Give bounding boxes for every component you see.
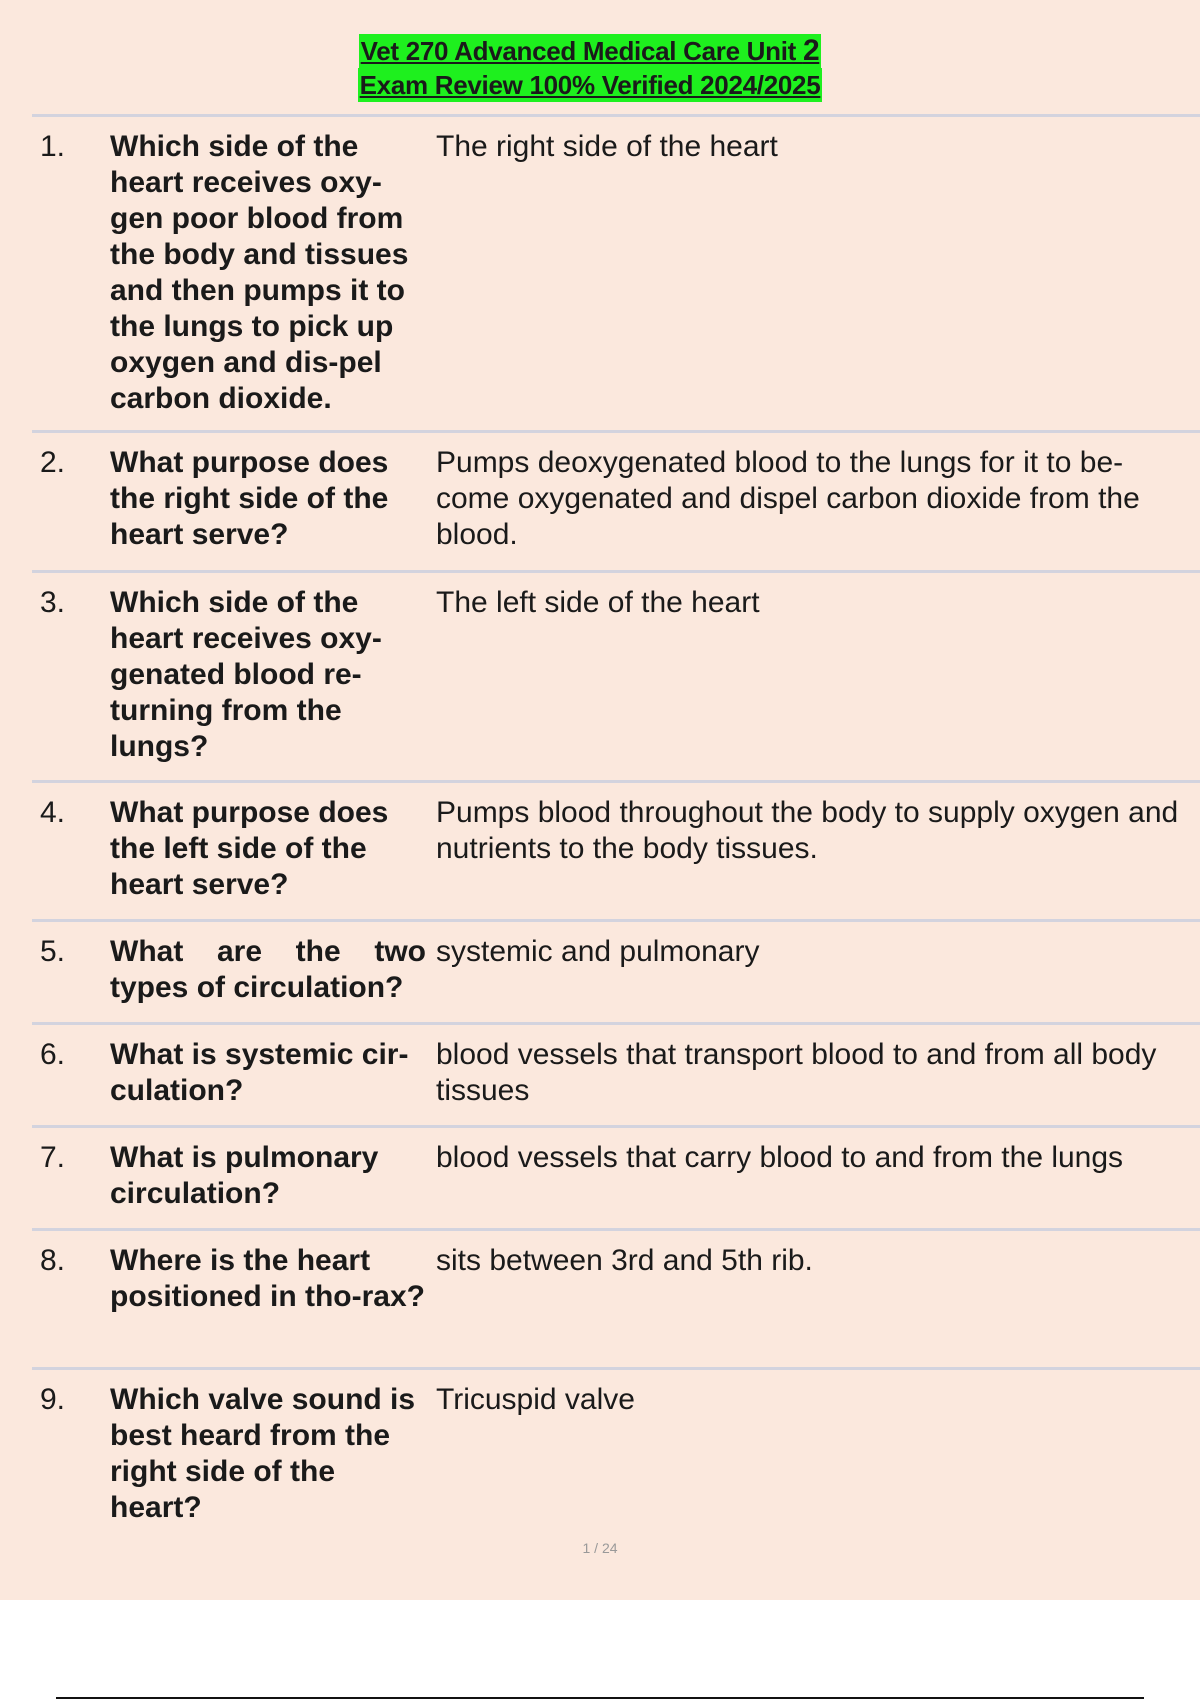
answer-text: systemic and pulmonary bbox=[436, 935, 760, 968]
answer-text: Tricuspid valve bbox=[436, 1383, 635, 1416]
question-text: What is systemic cir-culation? bbox=[110, 1038, 409, 1107]
title-line-2: Exam Review 100% Verified 2024/2025 bbox=[359, 70, 821, 100]
answer-text: Pumps blood throughout the body to supply oxygen and nutrients to the body tissues. bbox=[436, 796, 1179, 865]
qa-row bbox=[32, 430, 1200, 570]
question-text: What is pulmonary circulation? bbox=[110, 1141, 379, 1210]
qa-row bbox=[32, 919, 1200, 1022]
item-number: 2. bbox=[40, 446, 66, 479]
title-line-1 bbox=[359, 34, 822, 68]
page-number: 1 / 24 bbox=[582, 1540, 618, 1556]
question-text: What are the two types of circulation? bbox=[110, 935, 426, 1004]
question-text: Which valve sound is best heard from the right side of the heart? bbox=[110, 1383, 416, 1524]
title-unit-number: 2 bbox=[802, 34, 820, 67]
answer-text: blood vessels that transport blood to and from all body tissues bbox=[436, 1038, 1157, 1107]
qa-row bbox=[32, 780, 1200, 919]
item-number: 5. bbox=[40, 935, 66, 968]
question-text: What purpose does the right side of the heart serve? bbox=[110, 446, 389, 551]
item-number: 6. bbox=[40, 1038, 66, 1071]
qa-row bbox=[32, 1022, 1200, 1125]
item-number: 1. bbox=[40, 130, 66, 163]
item-number: 9. bbox=[40, 1383, 66, 1416]
qa-row bbox=[32, 1125, 1200, 1228]
qa-row bbox=[32, 1228, 1200, 1367]
answer-text: The right side of the heart bbox=[436, 130, 778, 163]
title-text: Vet 270 Advanced Medical Care Unit bbox=[360, 36, 796, 66]
qa-row bbox=[32, 570, 1200, 780]
answer-text: Pumps deoxygenated blood to the lungs for it to be-come oxygenated and dispel carbon dioxide from the blood. bbox=[436, 446, 1140, 551]
qa-row bbox=[32, 114, 1200, 430]
answer-text: The left side of the heart bbox=[436, 586, 760, 619]
qa-row bbox=[32, 1367, 1200, 1537]
item-number: 4. bbox=[40, 796, 66, 829]
item-number: 3. bbox=[40, 586, 66, 619]
question-text: What purpose does the left side of the heart serve? bbox=[110, 796, 389, 901]
answer-text: sits between 3rd and 5th rib. bbox=[436, 1244, 813, 1277]
question-text: Where is the heart positioned in tho-rax? bbox=[110, 1244, 425, 1313]
qa-list bbox=[32, 114, 1200, 1537]
question-text: Which side of the heart receives oxy-genated blood re-turning from the lungs? bbox=[110, 586, 382, 763]
answer-text: blood vessels that carry blood to and from the lungs bbox=[436, 1141, 1124, 1174]
item-number: 7. bbox=[40, 1141, 66, 1174]
bottom-divider bbox=[56, 1697, 1144, 1699]
document-title bbox=[0, 34, 1180, 102]
question-text: Which side of the heart receives oxy-gen poor blood from the body and tissues and then pumps it to the lungs to pick up oxygen and dis-pel carbon dioxide. bbox=[110, 130, 409, 415]
item-number: 8. bbox=[40, 1244, 66, 1277]
